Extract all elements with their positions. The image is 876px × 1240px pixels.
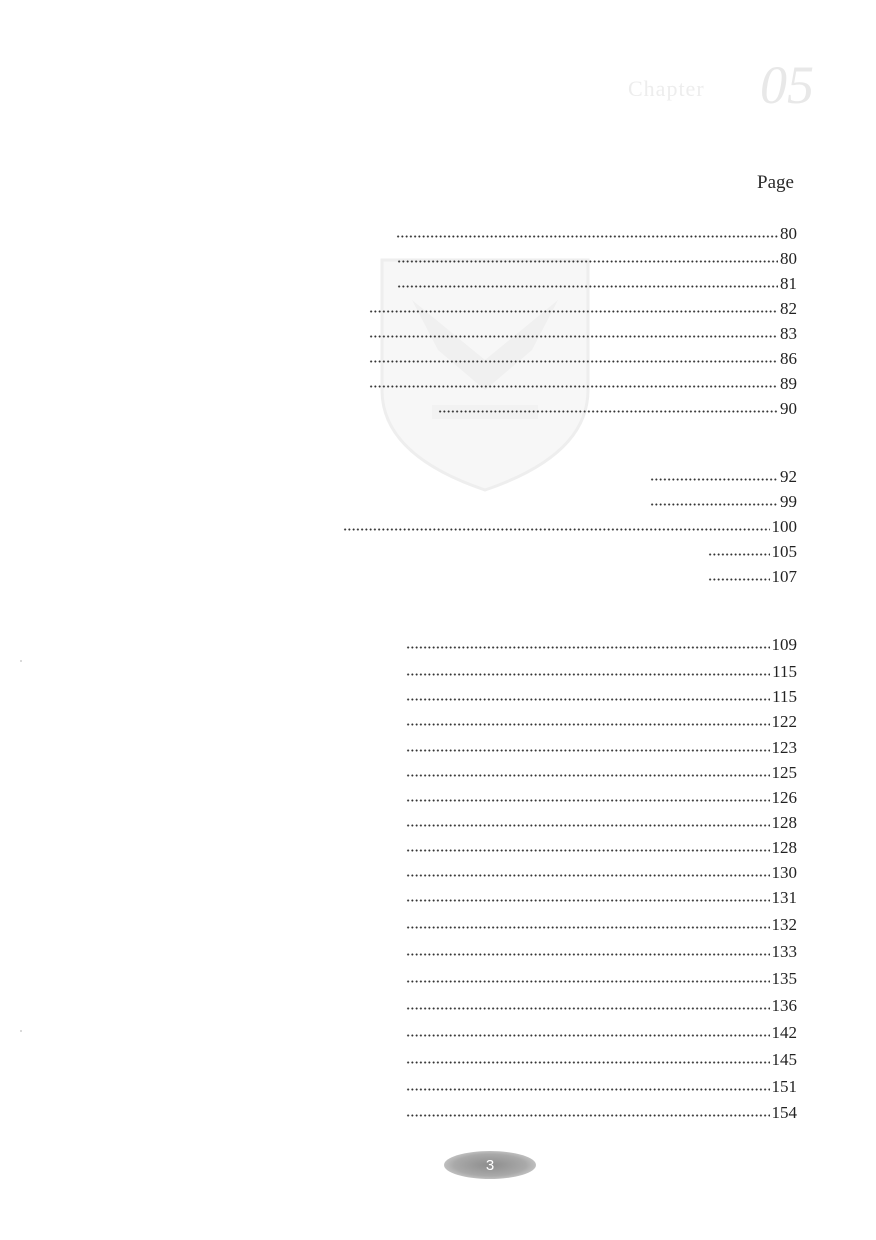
toc-entry bbox=[406, 1075, 797, 1097]
dot-leader bbox=[406, 799, 770, 802]
toc-entry bbox=[406, 994, 797, 1016]
dot-leader bbox=[406, 723, 770, 726]
toc-page-number: 81 bbox=[780, 274, 797, 293]
toc-page-number: 122 bbox=[771, 712, 797, 731]
dot-leader bbox=[406, 1034, 770, 1037]
toc-entry bbox=[406, 1048, 797, 1070]
toc-entry bbox=[438, 397, 797, 419]
toc-entry bbox=[650, 490, 797, 512]
toc-entry bbox=[343, 515, 797, 537]
dot-leader bbox=[406, 980, 770, 983]
toc-page-number: 128 bbox=[771, 813, 797, 832]
toc-entry bbox=[650, 465, 797, 487]
margin-speck bbox=[20, 1030, 22, 1032]
toc-page-number: 115 bbox=[772, 662, 797, 681]
page-column-heading: Page bbox=[757, 172, 794, 193]
toc-page-number: 90 bbox=[780, 399, 797, 418]
dot-leader bbox=[406, 874, 770, 877]
toc-entry bbox=[406, 1021, 797, 1043]
toc-entry bbox=[397, 247, 797, 269]
toc-entry bbox=[369, 322, 797, 344]
toc-page-number: 133 bbox=[771, 942, 797, 961]
dot-leader bbox=[406, 673, 770, 676]
dot-leader bbox=[406, 1114, 770, 1117]
dot-leader bbox=[369, 385, 778, 388]
dot-leader bbox=[438, 410, 778, 413]
dot-leader bbox=[406, 646, 770, 649]
toc-page-number: 83 bbox=[780, 324, 797, 343]
toc-entry bbox=[369, 297, 797, 319]
toc-entry bbox=[406, 786, 797, 808]
margin-speck bbox=[20, 660, 22, 662]
dot-leader bbox=[708, 553, 770, 556]
toc-entry bbox=[708, 565, 797, 587]
toc-entry bbox=[406, 761, 797, 783]
toc-entry bbox=[406, 1101, 797, 1123]
toc-page-number: 107 bbox=[771, 567, 797, 586]
toc-entry bbox=[406, 710, 797, 732]
toc-entry bbox=[406, 886, 797, 908]
dot-leader bbox=[397, 260, 778, 263]
toc-page-number: 125 bbox=[771, 763, 797, 782]
dot-leader bbox=[369, 360, 778, 363]
toc-entry bbox=[406, 836, 797, 858]
dot-leader bbox=[406, 899, 770, 902]
toc-page-number: 109 bbox=[771, 635, 797, 654]
dot-leader bbox=[708, 578, 770, 581]
dot-leader bbox=[406, 849, 770, 852]
faint-chapter-title: Chapter bbox=[628, 76, 705, 101]
toc-page-number: 135 bbox=[771, 969, 797, 988]
dot-leader bbox=[650, 503, 778, 506]
toc-entry bbox=[406, 861, 797, 883]
dot-leader bbox=[406, 926, 770, 929]
toc-page-number: 132 bbox=[771, 915, 797, 934]
toc-page-number: 126 bbox=[771, 788, 797, 807]
toc-page-number: 154 bbox=[771, 1103, 797, 1122]
dot-leader bbox=[406, 824, 770, 827]
dot-leader bbox=[397, 285, 778, 288]
toc-page-number: 115 bbox=[772, 687, 797, 706]
dot-leader bbox=[406, 749, 770, 752]
dot-leader bbox=[369, 335, 778, 338]
toc-page-number: 82 bbox=[780, 299, 797, 318]
toc-page-number: 89 bbox=[780, 374, 797, 393]
toc-entry bbox=[406, 660, 797, 682]
toc-page-number: 100 bbox=[771, 517, 797, 536]
toc-entry bbox=[406, 967, 797, 989]
toc-page-number: 151 bbox=[771, 1077, 797, 1096]
dot-leader bbox=[396, 235, 778, 238]
toc-page-number: 86 bbox=[780, 349, 797, 368]
faint-chapter-header bbox=[628, 55, 818, 115]
dot-leader bbox=[406, 1007, 770, 1010]
dot-leader bbox=[343, 528, 770, 531]
toc-page-number: 123 bbox=[771, 738, 797, 757]
toc-page-number: 130 bbox=[771, 863, 797, 882]
toc-page-number: 131 bbox=[771, 888, 797, 907]
toc-entry bbox=[406, 940, 797, 962]
toc-page-number: 142 bbox=[771, 1023, 797, 1042]
dot-leader bbox=[406, 953, 770, 956]
toc-page-number: 145 bbox=[771, 1050, 797, 1069]
dot-leader bbox=[650, 478, 778, 481]
toc-entry bbox=[397, 272, 797, 294]
dot-leader bbox=[369, 310, 778, 313]
toc-page-number: 99 bbox=[780, 492, 797, 511]
toc-page-number: 105 bbox=[771, 542, 797, 561]
toc-page-number: 92 bbox=[780, 467, 797, 486]
page-number-badge bbox=[444, 1151, 536, 1179]
toc-entry bbox=[406, 913, 797, 935]
dot-leader bbox=[406, 1088, 770, 1091]
toc-entry bbox=[406, 685, 797, 707]
toc-page-number: 136 bbox=[771, 996, 797, 1015]
toc-entry bbox=[369, 372, 797, 394]
toc-entry bbox=[406, 736, 797, 758]
toc-entry bbox=[396, 222, 797, 244]
dot-leader bbox=[406, 774, 770, 777]
toc-page-number: 80 bbox=[780, 249, 797, 268]
dot-leader bbox=[406, 1061, 770, 1064]
toc-entry bbox=[708, 540, 797, 562]
faint-chapter-number: 05 bbox=[760, 55, 814, 115]
toc-entry bbox=[406, 811, 797, 833]
page-number: 3 bbox=[485, 1156, 495, 1174]
dot-leader bbox=[406, 698, 770, 701]
toc-page-number: 80 bbox=[780, 224, 797, 243]
toc-entry bbox=[369, 347, 797, 369]
toc-entry bbox=[406, 633, 797, 655]
toc-page-number: 128 bbox=[771, 838, 797, 857]
